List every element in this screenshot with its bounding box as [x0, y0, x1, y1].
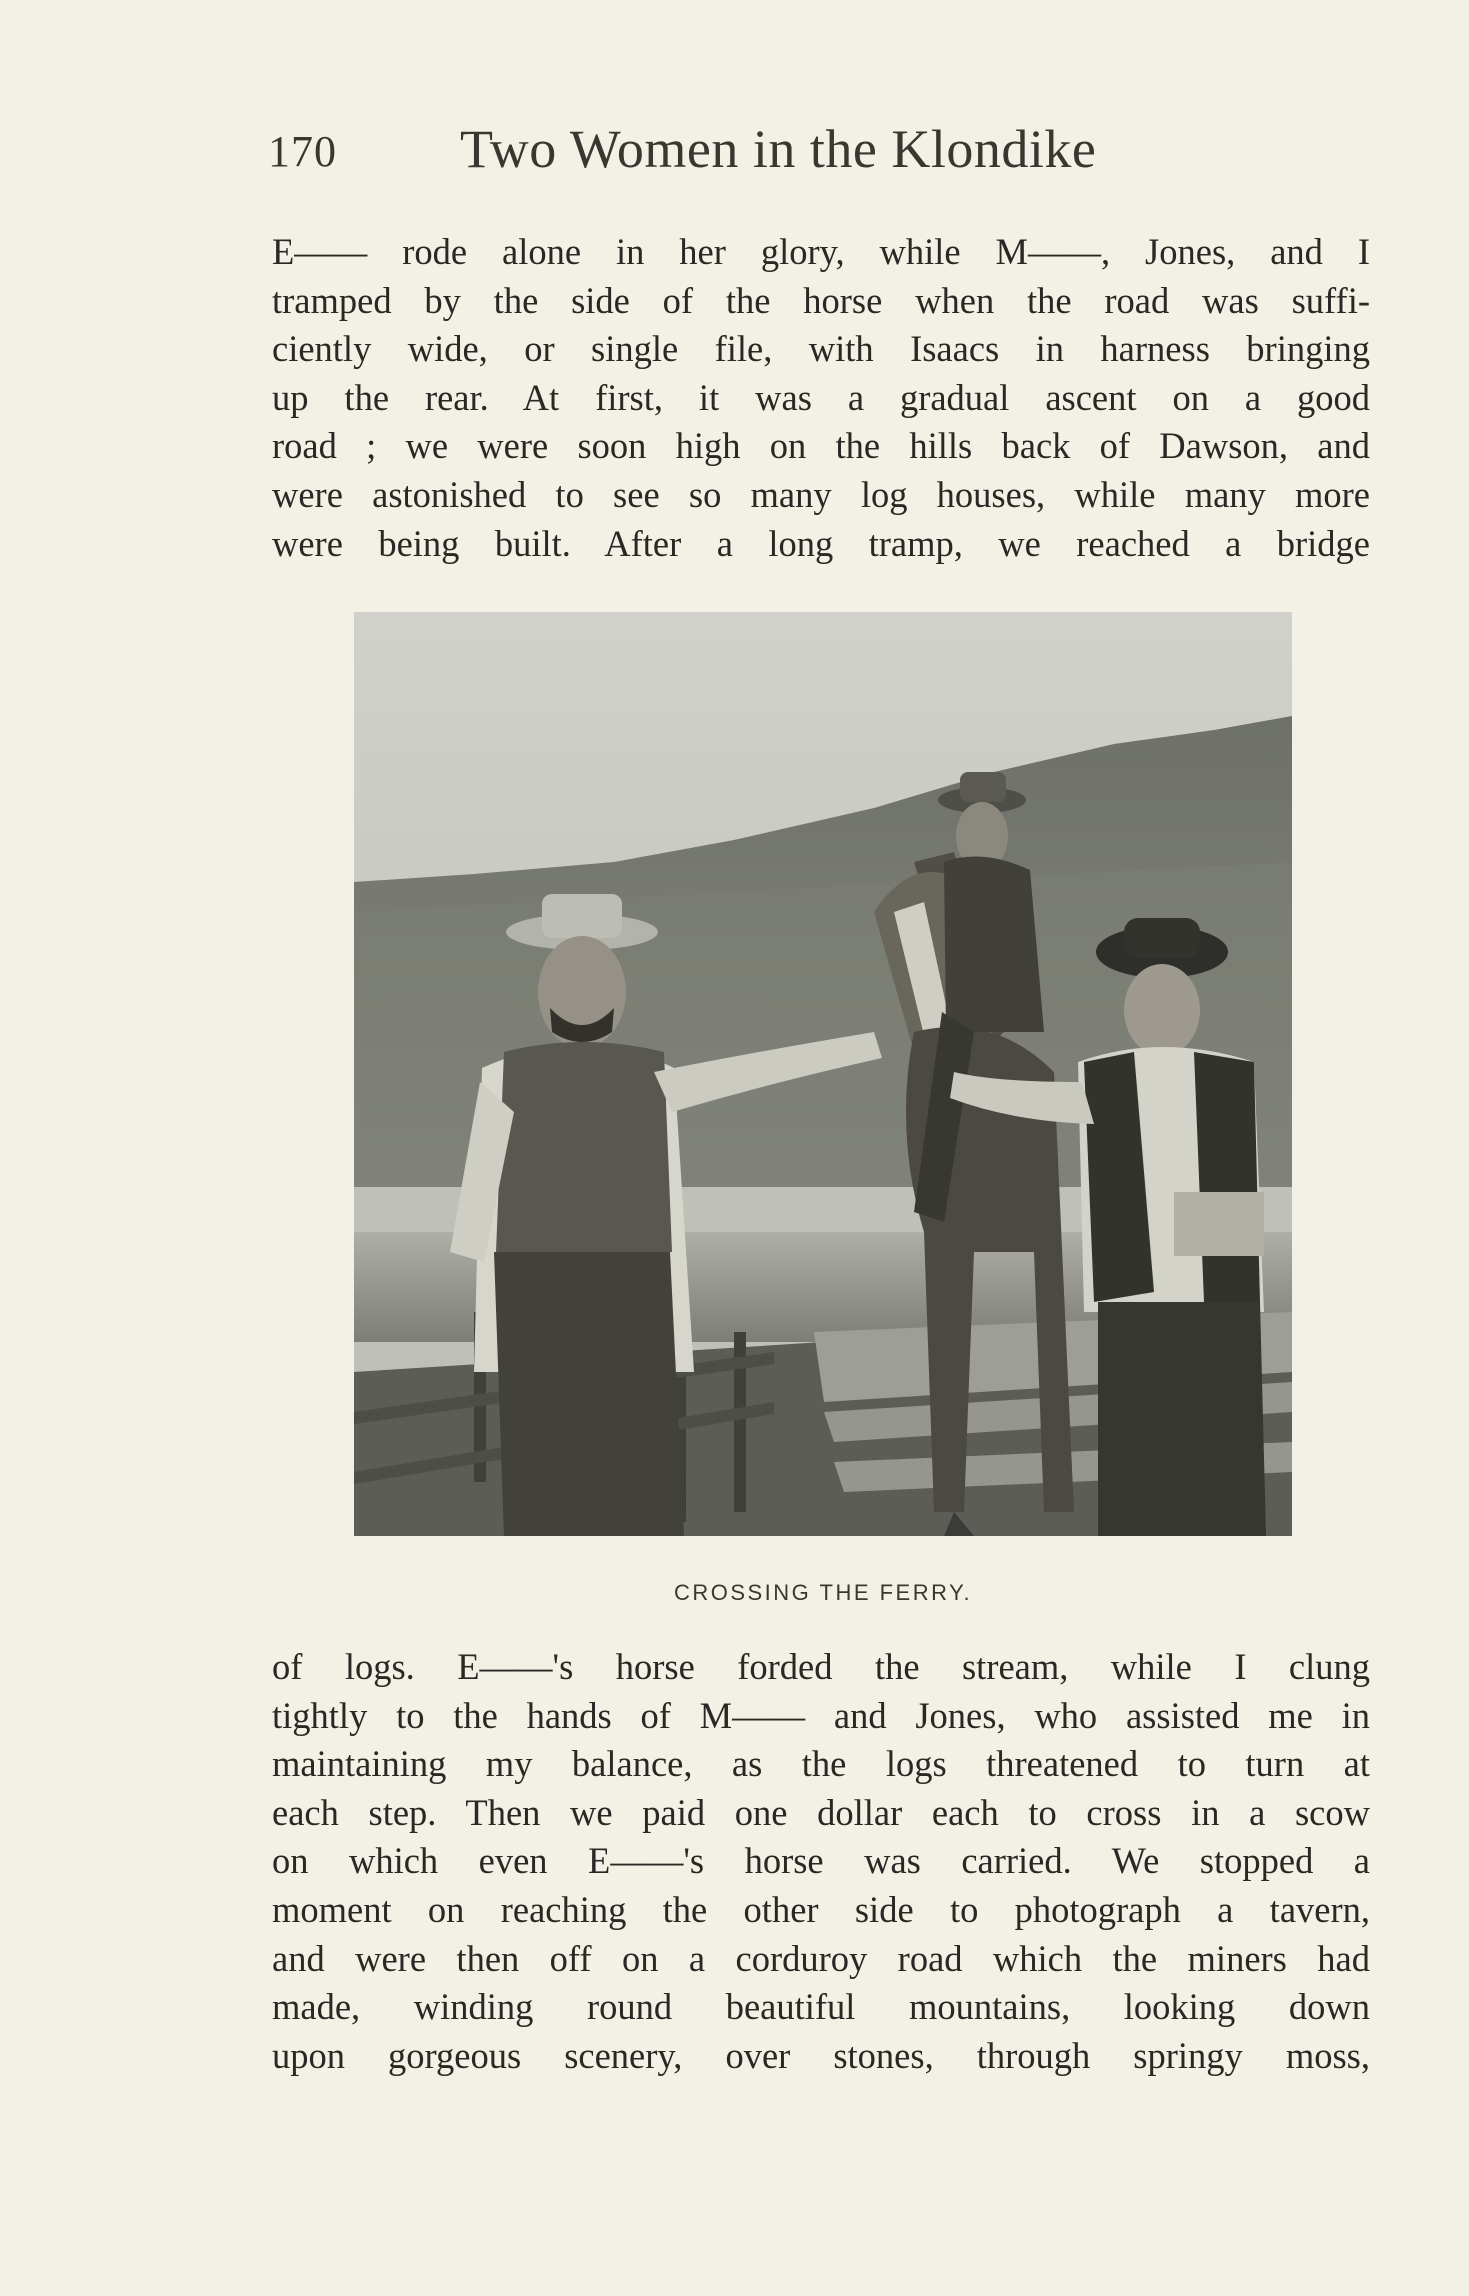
photo-plate	[354, 612, 1292, 1536]
paragraph-bottom	[272, 1643, 1370, 2080]
text-line: of logs. E——'s horse forded the stream, while I clung	[272, 1646, 1370, 1687]
text-line: upon gorgeous scenery, over stones, through springy moss,	[272, 2034, 1370, 2076]
text-line: and were then off on a corduroy road which the miners had	[272, 1937, 1370, 1979]
text-line: up the rear. At first, it was a gradual ascent on a good	[272, 376, 1370, 418]
text-line: tightly to the hands of M—— and Jones, who assisted me in	[272, 1694, 1370, 1736]
text-line: E—— rode alone in her glory, while M——, Jones, and I	[272, 231, 1370, 272]
text-line: were astonished to see so many log houses, while many more	[272, 473, 1370, 515]
text-line: ciently wide, or single file, with Isaacs in harness bringing	[272, 328, 1370, 370]
text-line: made, winding round beautiful mountains, looking down	[272, 1986, 1370, 2028]
ferry-photograph	[354, 612, 1292, 1536]
text-line: tramped by the side of the horse when the road was suffi-	[272, 279, 1370, 321]
text-line: were being built. After a long tramp, we reached a bridge	[272, 522, 1370, 564]
text-line: each step. Then we paid one dollar each to cross in a scow	[272, 1791, 1370, 1833]
text-line: on which even E——'s horse was carried. We stopped a	[272, 1840, 1370, 1882]
photo-caption: CROSSING THE FERRY.	[673, 1580, 973, 1605]
paragraph-top	[272, 228, 1370, 568]
text-line: moment on reaching the other side to photograph a tavern,	[272, 1888, 1370, 1930]
text-line: maintaining my balance, as the logs threatened to turn at	[272, 1743, 1370, 1785]
page-header	[268, 118, 1368, 188]
text-line: road ; we were soon high on the hills back of Dawson, and	[272, 425, 1370, 467]
page-number: 170	[268, 127, 337, 176]
running-head: Two Women in the Klondike	[460, 119, 1097, 179]
